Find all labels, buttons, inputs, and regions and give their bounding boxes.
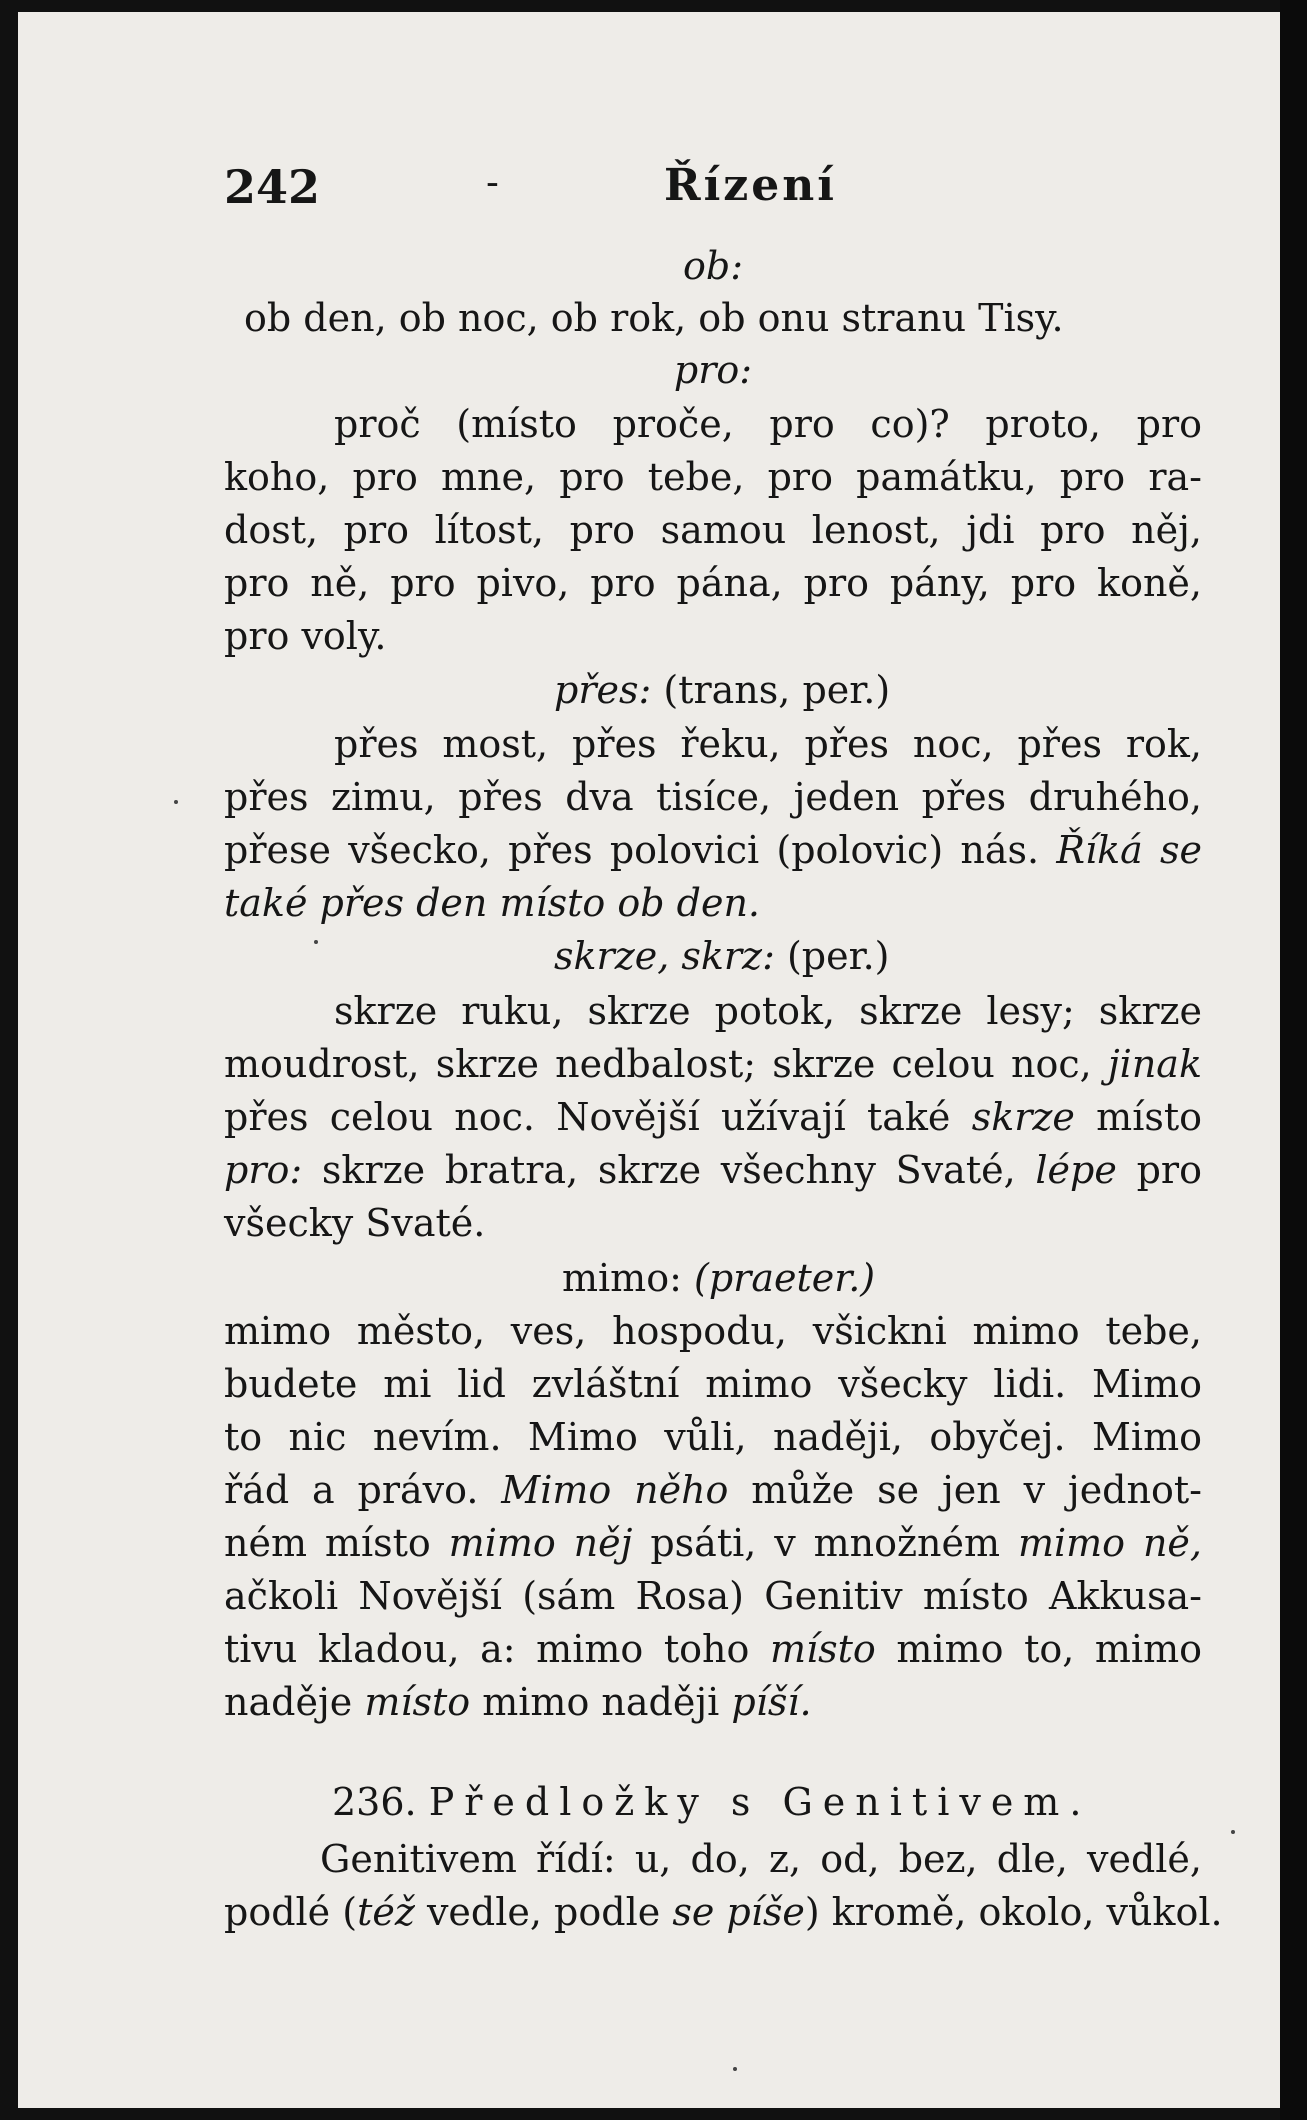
- scan-border: [1280, 0, 1307, 2120]
- text-line: Genitivem řídí: u, do, z, od, bez, dle, vedlé,: [320, 1837, 1202, 1881]
- text-line: přes celou noc. Novější užívají také skrze místo: [224, 1095, 1202, 1139]
- heading-pres: přes: (trans, per.): [554, 668, 891, 712]
- text-line: ačkoli Novější (sám Rosa) Genitiv místo Akkusa-: [224, 1574, 1202, 1618]
- section-heading: 236. Předložky s Genitivem.: [332, 1780, 1092, 1824]
- text-line: přes zimu, přes dva tisíce, jeden přes druhého,: [224, 775, 1202, 819]
- text-line: pro ně, pro pivo, pro pána, pro pány, pro koně,: [224, 561, 1202, 605]
- text-line: pro voly.: [224, 614, 387, 658]
- text-line: dost, pro lítost, pro samou lenost, jdi pro něj,: [224, 508, 1202, 552]
- heading-skrze: skrze, skrz: (per.): [554, 934, 890, 978]
- book-page: [18, 12, 1280, 2108]
- text-line: také přes den místo ob den.: [224, 881, 761, 925]
- text-line: skrze ruku, skrze potok, skrze lesy; skrze: [334, 989, 1202, 1033]
- text-line: naděje místo mimo naději píší.: [224, 1680, 812, 1724]
- header-dash: -: [486, 160, 499, 204]
- text-line: mimo město, ves, hospodu, všickni mimo tebe,: [224, 1309, 1202, 1353]
- text-line: přese všecko, přes polovici (polovic) nás. Říká se: [224, 828, 1202, 872]
- ink-speck: [314, 940, 318, 944]
- page-number: 242: [224, 160, 321, 214]
- ink-speck: [174, 800, 178, 804]
- ink-speck: [1231, 1830, 1235, 1834]
- text-line: všecky Svaté.: [224, 1201, 486, 1245]
- heading-mimo: mimo: (praeter.): [562, 1256, 876, 1300]
- text-line: přes most, přes řeku, přes noc, přes rok,: [334, 722, 1202, 766]
- text-line: ob den, ob noc, ob rok, ob onu stranu Tisy.: [244, 296, 1064, 340]
- heading-ob: ob:: [682, 244, 743, 288]
- text-line: ném místo mimo něj psáti, v množném mimo ně,: [224, 1521, 1203, 1565]
- ink-speck: [733, 2067, 737, 2071]
- text-line: budete mi lid zvláštní mimo všecky lidi. Mimo: [224, 1362, 1202, 1406]
- text-line: tivu kladou, a: mimo toho místo mimo to, mimo: [224, 1627, 1202, 1671]
- text-line: podlé (též vedle, podle se píše) kromě, okolo, vůkol.: [224, 1890, 1223, 1934]
- text-line: to nic nevím. Mimo vůli, naději, obyčej. Mimo: [224, 1415, 1202, 1459]
- running-title: Řízení: [664, 160, 837, 211]
- text-line: pro: skrze bratra, skrze všechny Svaté, lépe pro: [224, 1148, 1202, 1192]
- text-line: moudrost, skrze nedbalost; skrze celou noc, jinak: [224, 1042, 1202, 1086]
- text-line: koho, pro mne, pro tebe, pro památku, pro ra-: [224, 455, 1202, 499]
- text-line: řád a právo. Mimo něho může se jen v jednot-: [224, 1468, 1202, 1512]
- heading-pro: pro:: [673, 348, 753, 392]
- text-line: proč (místo proče, pro co)? proto, pro: [334, 402, 1202, 446]
